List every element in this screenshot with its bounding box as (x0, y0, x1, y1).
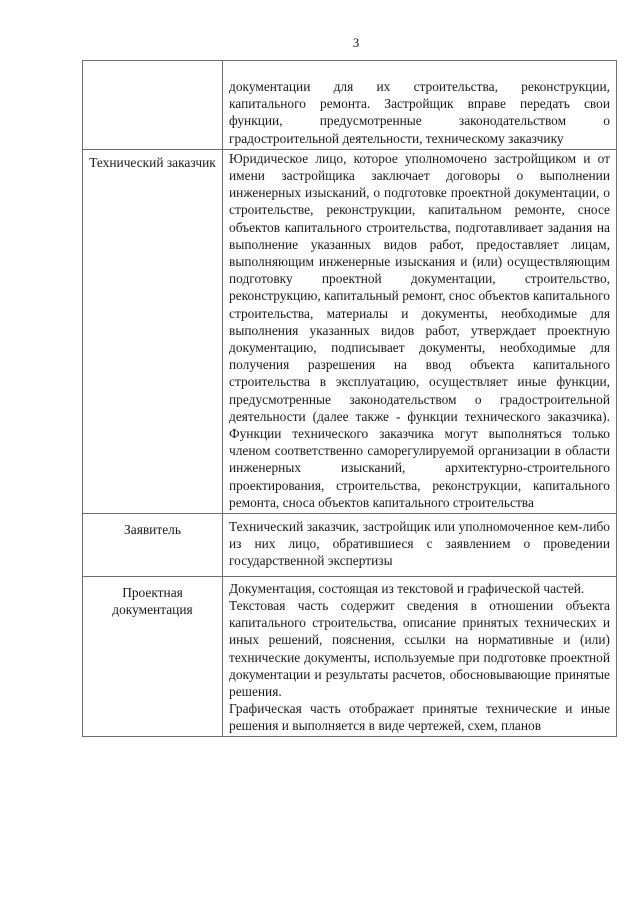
definition-cell (223, 61, 617, 150)
definition-cell (223, 149, 617, 513)
definition-paragraph: Технический заказчик, застройщик или уполномоченное кем-либо из них лицо, обратившиеся с заявлением о проведении государственной экспертизы (229, 519, 610, 569)
definition-cell (223, 576, 617, 736)
term-cell (83, 576, 223, 736)
definition-paragraph: документации для их строительства, реконструкции, капитального ремонта. Застройщик вправе передать свои функции, предусмотренные законодательством о градостроительной деятельности, техническому заказчику (229, 79, 610, 146)
term-text: Технический заказчик (89, 154, 216, 170)
term-cell (83, 514, 223, 577)
term-cell (83, 149, 223, 513)
glossary-table (82, 60, 617, 737)
definition-paragraph: Документация, состоящая из текстовой и графической частей. (229, 580, 585, 596)
term-text: Заявитель (124, 522, 181, 538)
table-row (83, 576, 617, 736)
term-cell (83, 61, 223, 150)
table-row (83, 61, 617, 150)
term-text: Проектная документация (112, 584, 193, 617)
table-row (83, 514, 617, 577)
definition-paragraph: Юридическое лицо, которое уполномочено застройщиком и от имени застройщика заключает договоры о выполнении инженерных изысканий, о подготовке проектной документации, о строительстве, реконструкции, капитальном ремонте, сносе объектов капитального строительства, подготавливает задания на выполнение указанных видов работ, предоставляет лицам, выполняющим инженерные изыскания и (или) осуществляющим подготовку проектной документации, строительство, реконструкцию, капитальный ремонт, снос объектов капитального строительства, материалы и документы, необходимые для выполнения указанных видов работ, утверждает проектную документацию, подписывает документы, необходимые для получения разрешения на ввод объекта капитального строительства в эксплуатацию, осуществляет иные функции, предусмотренные законодательством о градостроительной деятельности (далее также - функции технического заказчика). Функции технического заказчика могут выполняться только членом соответственно саморегулируемой организации в области инженерных изысканий, архитектурно-строительного проектирования, строительства, реконструкции, капитального ремонта, сноса объектов капитального строительства (229, 150, 610, 510)
definition-paragraph: Текстовая часть содержит сведения в отношении объекта капитального строительства, описание принятых технических и иных решений, пояснения, ссылки на нормативные и (или) технические документы, используемые при подготовке проектной документации и результаты расчетов, обосновывающие принятые решения. (229, 597, 610, 699)
definition-cell (223, 514, 617, 577)
table-row (83, 149, 617, 513)
page-number: 3 (352, 35, 360, 50)
definition-paragraph: Графическая часть отображает принятые технические и иные решения и выполняется в виде чертежей, схем, планов (229, 701, 610, 734)
